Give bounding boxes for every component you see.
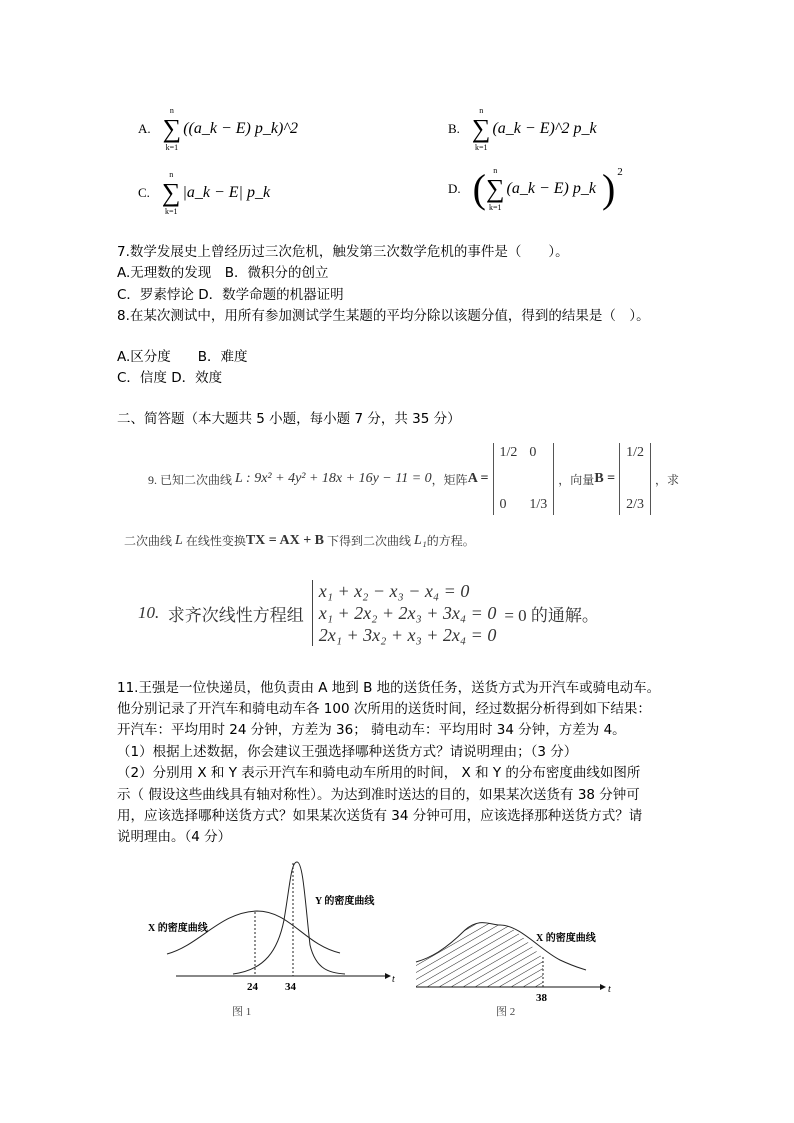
- x-curve-label: X 的密度曲线: [148, 923, 208, 934]
- formula-text: (a_k − E)^2 p_k: [492, 120, 597, 137]
- vector-b-2: 2/3: [626, 497, 645, 512]
- q11-line: 说明理由。（4 分）: [117, 829, 232, 845]
- vector-b-symbol: B =: [594, 471, 616, 486]
- option-b-label: B.: [448, 121, 460, 136]
- matrix-label: ，矩阵: [431, 472, 468, 487]
- section-heading: 二、简答题（本大题共 5 小题，每小题 7 分，共 35 分）: [117, 411, 461, 427]
- tick-38: 38: [536, 992, 547, 1004]
- equation-3: 2x₁ + 3x₂ + x₃ + 2x₄ = 0: [318, 625, 497, 645]
- q10-stem: 求齐次线性方程组: [167, 605, 304, 625]
- lower-limit: k=1: [165, 143, 179, 152]
- q10-number: 10.: [138, 603, 160, 622]
- tick-24: 24: [247, 981, 258, 993]
- sigma-icon: ∑: [471, 114, 491, 143]
- q8-options-cd: C．信度 D．效度: [117, 370, 223, 386]
- option-d-label: D.: [448, 181, 461, 196]
- figure-2-caption: 图 2: [496, 1006, 516, 1018]
- axis-arrow-icon: [600, 984, 606, 990]
- sigma-icon: ∑: [162, 114, 182, 143]
- shaded-area: [416, 923, 543, 987]
- formula-text: ((a_k − E) p_k)^2: [183, 120, 299, 137]
- q7-options-ab: A.无理数的发现 B．微积分的创立: [117, 265, 329, 281]
- right-paren-icon: ): [601, 166, 616, 211]
- upper-limit: n: [169, 106, 174, 115]
- matrix-a-11: 1/2: [499, 445, 518, 460]
- q9-prefix: 9. 已知二次曲线: [148, 472, 233, 487]
- q8-stem: 8.在某次测试中，用所有参加测试学生某题的平均分除以该题分值，得到的结果是（ ）。: [117, 308, 650, 324]
- lower-limit: k=1: [488, 203, 502, 212]
- upper-limit: n: [169, 170, 174, 179]
- text: 下得到二次曲线: [327, 534, 412, 548]
- text: 二次曲线: [124, 534, 173, 548]
- q11-line: 用，应该选择哪种送货方式？如果某次送货有 34 分钟可用，应该选择那种送货方式？请: [117, 808, 643, 824]
- lower-limit: k=1: [474, 143, 488, 152]
- x-curve-label: X 的密度曲线: [536, 933, 596, 944]
- left-paren-icon: (: [472, 166, 486, 211]
- equation-1: x₁ + x₂ − x₃ − x₄ = 0: [318, 581, 470, 601]
- q9-curve-equation: L : 9x² + 4y² + 18x + 16y − 11 = 0: [235, 471, 432, 486]
- formula-text: (a_k − E) p_k: [506, 180, 596, 197]
- curve-l: L: [175, 532, 183, 548]
- q11-line: 11.王强是一位快递员，他负责由 A 地到 B 地的送货任务，送货方式为开汽车或骑电动车。: [117, 680, 661, 696]
- upper-limit: n: [479, 106, 484, 115]
- vector-b-1: 1/2: [626, 445, 645, 460]
- t-axis-label: t: [608, 984, 611, 995]
- q11-line: （1）根据上述数据，你会建议王强选择哪种送货方式？请说明理由；（3 分）: [117, 744, 578, 760]
- figure-1: [148, 862, 395, 1018]
- q8-options-ab: A.区分度 B．难度: [117, 349, 248, 365]
- sigma-icon: ∑: [485, 174, 505, 203]
- y-curve-label: Y 的密度曲线: [315, 896, 375, 907]
- option-a-label: A.: [138, 121, 151, 136]
- option-c-label: C.: [138, 185, 150, 200]
- vector-label: ，向量: [558, 472, 595, 487]
- q11-line: 他分别记录了开汽车和骑电动车各 100 次所用的送货时间，经过数据分析得到如下结果：: [117, 701, 651, 717]
- matrix-a-symbol: A =: [467, 471, 489, 486]
- text: 在线性变换: [185, 534, 246, 548]
- q10-suffix: = 0 的通解。: [504, 605, 599, 625]
- matrix-a-12: 0: [529, 445, 537, 460]
- exponent: 2: [617, 166, 623, 178]
- upper-limit: n: [493, 166, 498, 175]
- q11-line: 开汽车：平均用时 24 分钟，方差为 36； 骑电动车：平均用时 34 分钟，方差为 4。: [117, 722, 626, 738]
- q7-stem: 7.数学发展史上曾经历过三次危机，触发第三次数学危机的事件是（ ）。: [117, 244, 569, 260]
- transform-equation: TX = AX + B: [245, 532, 325, 548]
- q11-line: （2）分别用 X 和 Y 表示开汽车和骑电动车所用的时间， X 和 Y 的分布密度曲线如图所: [117, 765, 641, 781]
- text: 的方程。: [426, 534, 475, 548]
- axis-arrow-icon: [385, 973, 391, 979]
- tick-34: 34: [285, 981, 296, 993]
- figure-1-caption: 图 1: [232, 1006, 252, 1018]
- formula-text: |a_k − E| p_k: [182, 184, 271, 201]
- matrix-a-21: 0: [499, 497, 507, 512]
- y-density-curve: [233, 862, 345, 974]
- matrix-a-22: 1/3: [529, 497, 548, 512]
- sigma-icon: ∑: [161, 178, 181, 207]
- q11-line: 示（ 假设这些曲线具有轴对称性）。为达到准时送达的目的，如果某次送货有 38 分钟可: [117, 787, 640, 803]
- q7-options-cd: C．罗素悖论 D．数学命题的机器证明: [117, 287, 344, 303]
- lower-limit: k=1: [164, 207, 178, 216]
- figure-2: [416, 923, 611, 1018]
- q9-suffix: ，求: [655, 472, 680, 487]
- curve-l1: L₁: [414, 532, 427, 548]
- equation-2: x₁ + 2x₂ + 2x₃ + 3x₄ = 0: [318, 603, 497, 623]
- t-axis-label: t: [392, 974, 395, 985]
